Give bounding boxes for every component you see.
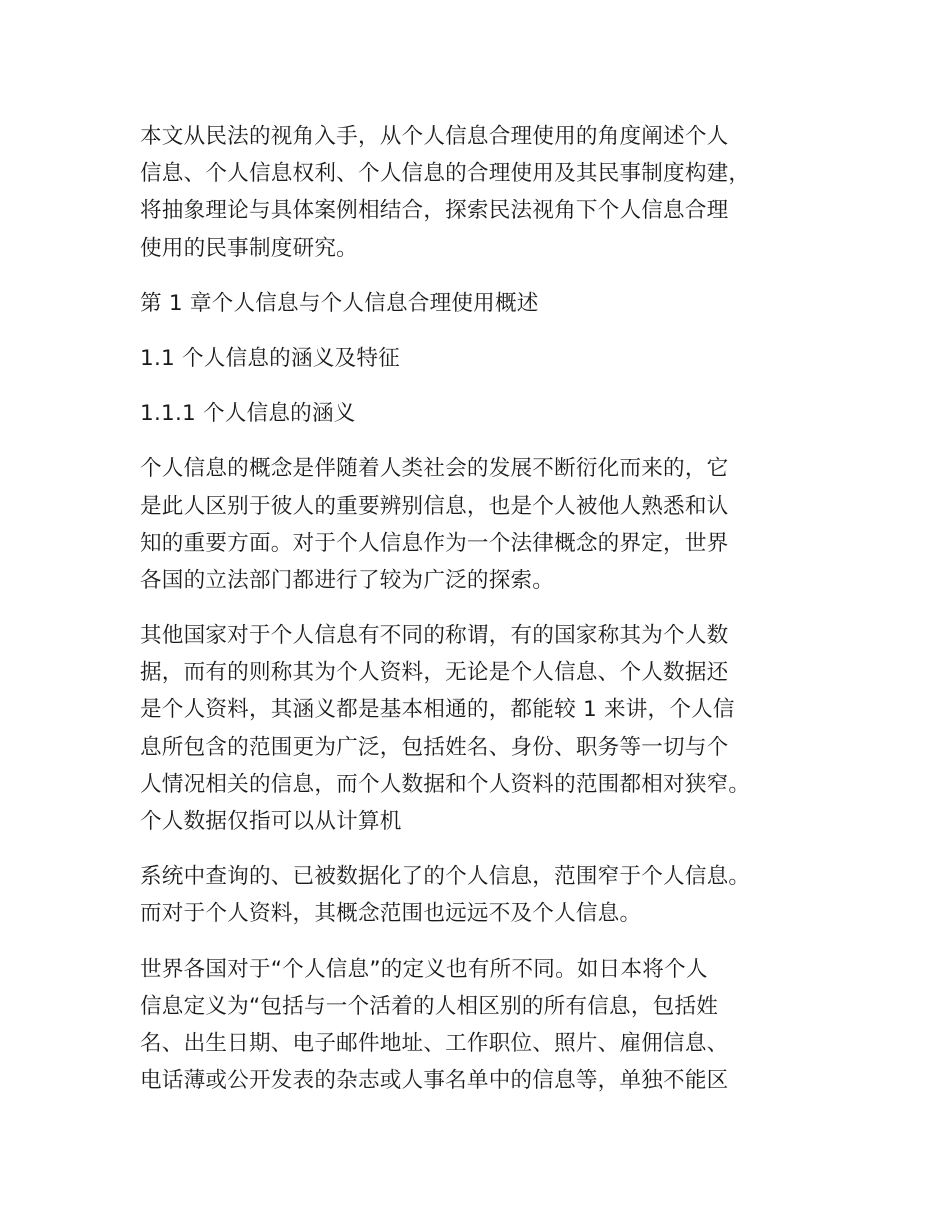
text-line: 其他国家对于个人信息有不同的称谓，有的国家称其为个人数 <box>140 623 729 649</box>
document-body <box>140 118 830 1117</box>
text-line: 使用的民事制度研究。 <box>140 235 358 261</box>
chapter-heading <box>140 285 830 322</box>
heading-text: 第 1 章个人信息与个人信息合理使用概述 <box>140 290 539 316</box>
text-line: 是此人区别于彼人的重要辨别信息，也是个人被他人熟悉和认 <box>140 493 729 519</box>
text-line: 据，而有的则称其为个人资料，无论是个人信息、个人数据还 <box>140 660 729 686</box>
text-line: 系统中查询的、已被数据化了的个人信息，范围窄于个人信息。 <box>140 864 751 890</box>
paragraph-definitions <box>140 951 830 1100</box>
text-line: 将抽象理论与具体案例相结合，探索民法视角下个人信息合理 <box>140 198 729 224</box>
heading-text: 1.1 个人信息的涵义及特征 <box>140 345 400 371</box>
text-line: 本文从民法的视角入手，从个人信息合理使用的角度阐述个人 <box>140 124 729 149</box>
text-line: 世界各国对于“个人信息”的定义也有所不同。如日本将个人 <box>140 956 708 982</box>
section-heading <box>140 340 830 377</box>
text-line: 知的重要方面。对于个人信息作为一个法律概念的界定，世界 <box>140 530 729 556</box>
text-line: 是个人资料，其涵义都是基本相通的，都能较 1 来讲，个人信 <box>140 697 735 723</box>
text-line: 电话薄或公开发表的杂志或人事名单中的信息等，单独不能区 <box>140 1068 729 1094</box>
text-line: 人情况相关的信息，而个人数据和个人资料的范围都相对狭窄。 <box>140 771 751 797</box>
text-line: 息所包含的范围更为广泛，包括姓名、身份、职务等一切与个 <box>140 734 729 760</box>
heading-text: 1.1.1 个人信息的涵义 <box>140 401 356 427</box>
text-line: 名、出生日期、电子邮件地址、工作职位、照片、雇佣信息、 <box>140 1030 729 1056</box>
paragraph-terminology <box>140 617 830 840</box>
subsection-heading <box>140 395 830 432</box>
text-line: 信息定义为“包括与一个活着的人相区别的所有信息，包括姓 <box>140 993 719 1019</box>
paragraph-intro <box>140 118 830 267</box>
text-line: 各国的立法部门都进行了较为广泛的探索。 <box>140 567 555 593</box>
text-line: 信息、个人信息权利、个人信息的合理使用及其民事制度构建， <box>140 161 751 187</box>
text-line: 个人信息的概念是伴随着人类社会的发展不断衍化而来的，它 <box>140 456 729 482</box>
paragraph-concept <box>140 450 830 599</box>
text-line: 个人数据仅指可以从计算机 <box>140 809 402 834</box>
paragraph-system <box>140 858 830 932</box>
text-line: 而对于个人资料，其概念范围也远远不及个人信息。 <box>140 901 642 927</box>
